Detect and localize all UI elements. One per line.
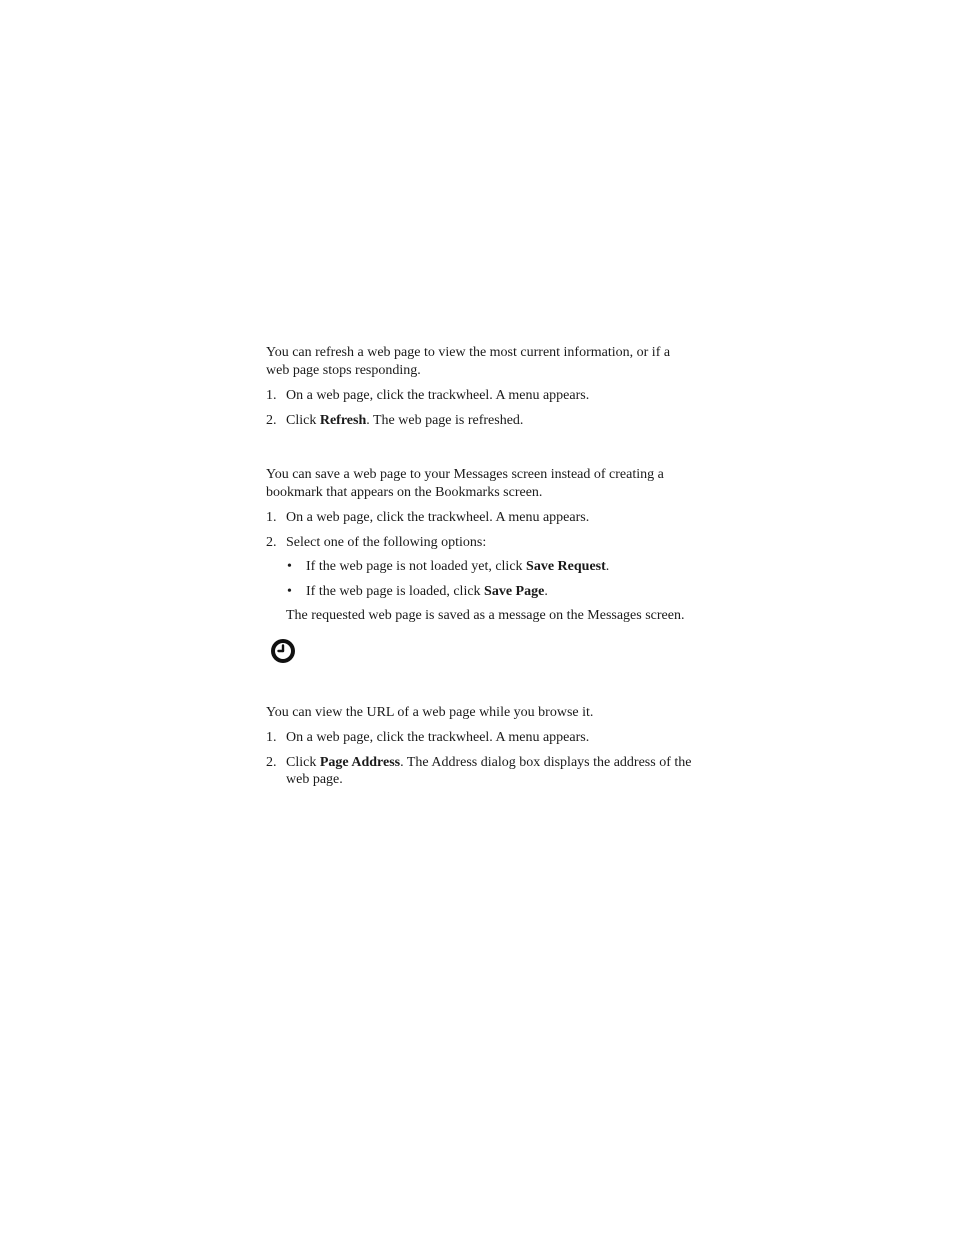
step-text: On a web page, click the trackwheel. A menu appears. (286, 388, 590, 403)
url-intro: You can view the URL of a web page while you browse it. (266, 704, 594, 720)
url-section (266, 704, 696, 789)
url-steps (266, 729, 696, 789)
step-text: On a web page, click the trackwheel. A menu appears. (286, 730, 590, 745)
url-step-2 (266, 754, 696, 789)
save-steps (266, 509, 696, 625)
step-text-pre: Click (286, 754, 320, 770)
step-text: On a web page, click the trackwheel. A menu appears. (286, 510, 590, 525)
option-text-post: . (544, 583, 548, 599)
refresh-section (266, 344, 696, 429)
option-text-pre: If the web page is not loaded yet, click (306, 559, 527, 574)
save-options (286, 558, 696, 600)
save-step-2 (266, 534, 696, 625)
save-step-1 (266, 509, 696, 527)
save-result: The requested web page is saved as a message on the Messages screen. (286, 608, 685, 623)
refresh-step-2 (266, 412, 696, 430)
step-number: 2. (266, 412, 277, 428)
refresh-intro: You can refresh a web page to view the most current information, or if a web page stops responding. (266, 345, 671, 378)
step-text-post: . The web page is refreshed. (366, 412, 524, 428)
menu-item-refresh: Refresh (319, 412, 367, 428)
refresh-step-1 (266, 387, 696, 405)
step-number: 1. (266, 510, 277, 525)
save-section (266, 466, 696, 664)
menu-item-save-request: Save Request (526, 559, 606, 574)
step-number: 2. (266, 754, 277, 770)
save-option-request (286, 558, 696, 576)
menu-item-save-page: Save Page (484, 583, 545, 599)
step-number: 2. (266, 534, 277, 550)
url-step-1 (266, 729, 696, 747)
save-option-page (286, 583, 696, 601)
step-number: 1. (266, 388, 277, 403)
step-text-pre: Click (286, 412, 320, 428)
step-text-post: . The Address dialog box displays the address of the web page. (286, 754, 692, 787)
option-text-pre: If the web page is loaded, click (306, 583, 485, 599)
document-page (266, 344, 696, 796)
bullet: • (287, 583, 292, 599)
step-number: 1. (266, 730, 277, 745)
step-text: Select one of the following options: (286, 534, 487, 550)
bullet: • (287, 559, 292, 574)
refresh-steps (266, 387, 696, 429)
menu-item-page-address: Page Address (319, 754, 401, 770)
clock-icon (270, 638, 296, 664)
save-intro: You can save a web page to your Messages screen instead of creating a bookmark that appears on the Bookmarks screen. (266, 467, 664, 500)
option-text-post: . (605, 559, 610, 574)
